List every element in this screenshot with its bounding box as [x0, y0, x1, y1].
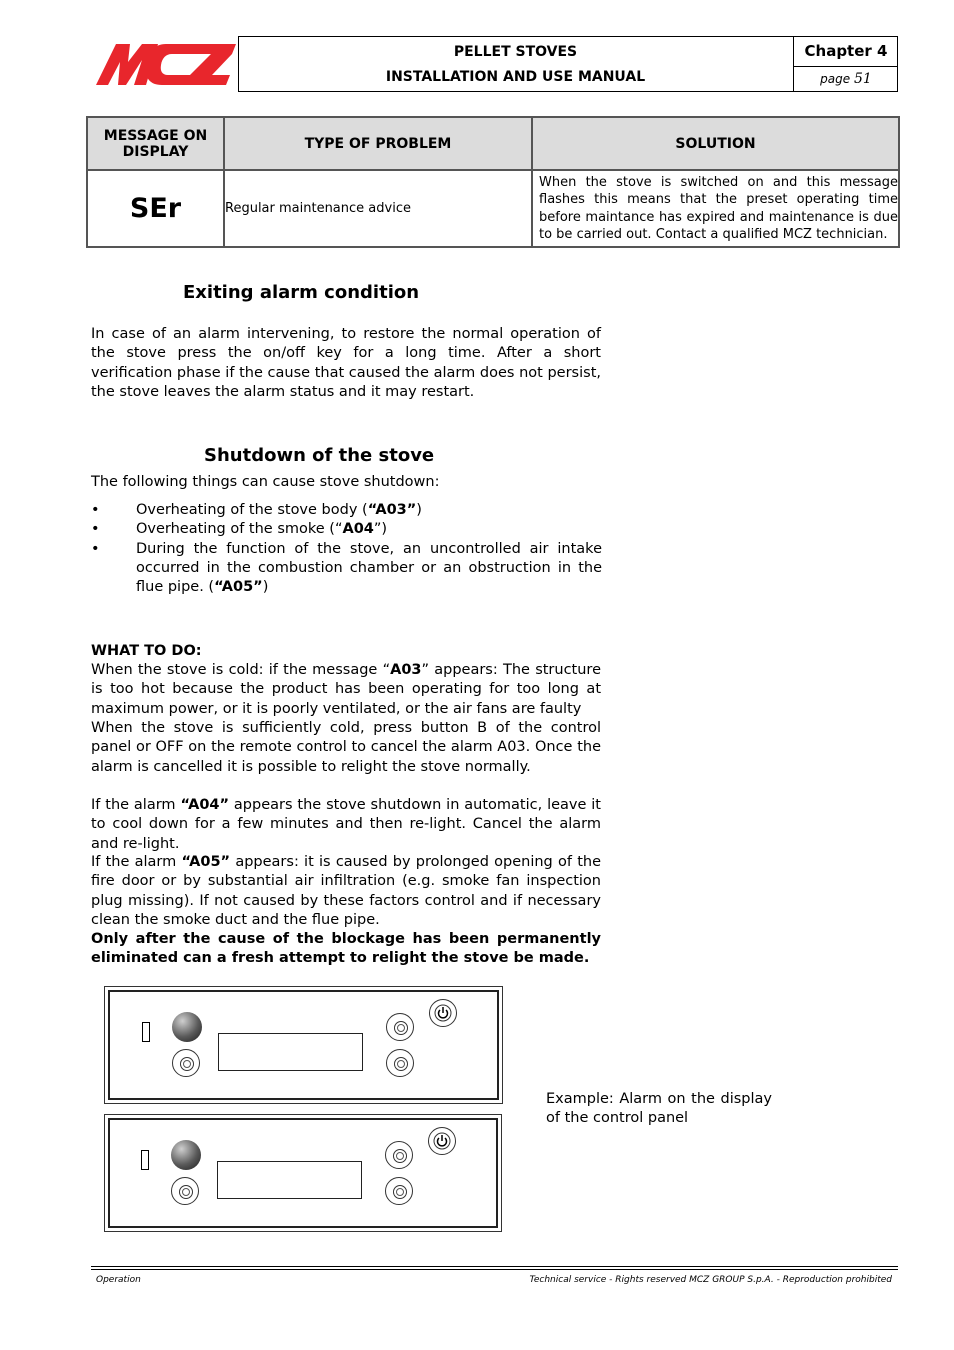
display-screen — [217, 1161, 362, 1199]
what-to-do-p1: When the stove is cold: if the message “A03” appears: The structure is too hot because the product has been operating for too long at maximum power, or it is poorly ventilated, or the air fans are faulty — [91, 662, 601, 717]
display-message: SEr — [87, 170, 224, 247]
led-indicator — [142, 1022, 150, 1042]
control-panel-illustration — [104, 986, 503, 1104]
what-to-do-p2: When the stove is sufficiently cold, press button B of the control panel or OFF on the remote control to cancel the alarm A03. Once the alarm is cancelled it is possible to relight the stove normally. — [91, 720, 601, 775]
exiting-heading: Exiting alarm condition — [183, 282, 420, 303]
exiting-body: In case of an alarm intervening, to restore the normal operation of the stove press the on/off key for a long time. After a short verification phase if the cause that caused the alarm does not persist, the stove leaves the alarm status and it may restart. — [91, 326, 601, 400]
problem-table — [86, 116, 900, 248]
page-number: 51 — [853, 71, 872, 87]
what-to-do-p3: If the alarm “A04” appears the stove shutdown in automatic, leave it to cool down for a few minutes and then re-light. Cancel the alarm and re-light. — [91, 797, 601, 852]
col-header-message: MESSAGE ON DISPLAY — [87, 117, 224, 170]
panel-button-icon — [171, 1177, 199, 1205]
what-to-do-p4: If the alarm “A05” appears: it is caused by prolonged opening of the fire door or by substantial air infiltration (e.g. smoke fan inspection plug missing). If not caused by these factors control and if necessary clean the smoke duct and the flue pipe. — [91, 854, 601, 928]
problem-type: Regular maintenance advice — [224, 170, 532, 247]
figure-caption: Example: Alarm on the display of the control panel — [546, 1091, 772, 1127]
led-indicator — [141, 1150, 149, 1170]
col-header-solution: SOLUTION — [532, 117, 899, 170]
document-title — [238, 36, 794, 92]
page-label — [794, 67, 898, 92]
what-to-do-warning: Only after the cause of the blockage has been permanently eliminated can a fresh attempt to relight the stove be made. — [91, 931, 601, 967]
display-screen — [218, 1033, 363, 1071]
title-line-1: PELLET STOVES — [453, 44, 578, 60]
chapter-label: Chapter 4 — [794, 36, 898, 67]
footer-divider — [91, 1269, 898, 1270]
control-panel-illustration — [104, 1114, 502, 1232]
panel-button-icon — [386, 1013, 414, 1041]
col-header-problem: TYPE OF PROBLEM — [224, 117, 532, 170]
shutdown-heading: Shutdown of the stove — [204, 445, 435, 466]
power-button-icon — [429, 999, 457, 1027]
footer-section: Operation — [96, 1275, 141, 1285]
solution-text: When the stove is switched on and this message flashes this means that the preset operating time before maintance has expired and maintenance is due to be carried out. Contact a qualified MCZ technician. — [532, 170, 899, 247]
panel-button-icon — [385, 1177, 413, 1205]
table-row — [87, 170, 899, 247]
footer-copyright: Technical service - Rights reserved MCZ GROUP S.p.A. - Reproduction prohibited — [529, 1275, 892, 1285]
list-item: • Overheating of the smoke (“A04”) — [91, 520, 602, 539]
panel-button-icon — [386, 1049, 414, 1077]
footer-divider — [91, 1266, 898, 1267]
dark-knob — [172, 1012, 202, 1042]
what-to-do-heading: WHAT TO DO: — [91, 643, 202, 659]
shutdown-causes-list — [91, 501, 602, 597]
list-item: • Overheating of the stove body (“A03”) — [91, 501, 602, 520]
mcz-logo — [90, 42, 236, 86]
shutdown-intro: The following things can cause stove shutdown: — [91, 474, 440, 490]
power-button-icon — [428, 1127, 456, 1155]
list-item: • During the function of the stove, an uncontrolled air intake occurred in the combustion chamber or an obstruction in the flue pipe. (“A05”) — [91, 540, 602, 598]
page-word: page — [820, 72, 851, 86]
title-line-2: INSTALLATION AND USE MANUAL — [385, 69, 646, 85]
panel-button-icon — [172, 1049, 200, 1077]
panel-button-icon — [385, 1141, 413, 1169]
dark-knob — [171, 1140, 201, 1170]
